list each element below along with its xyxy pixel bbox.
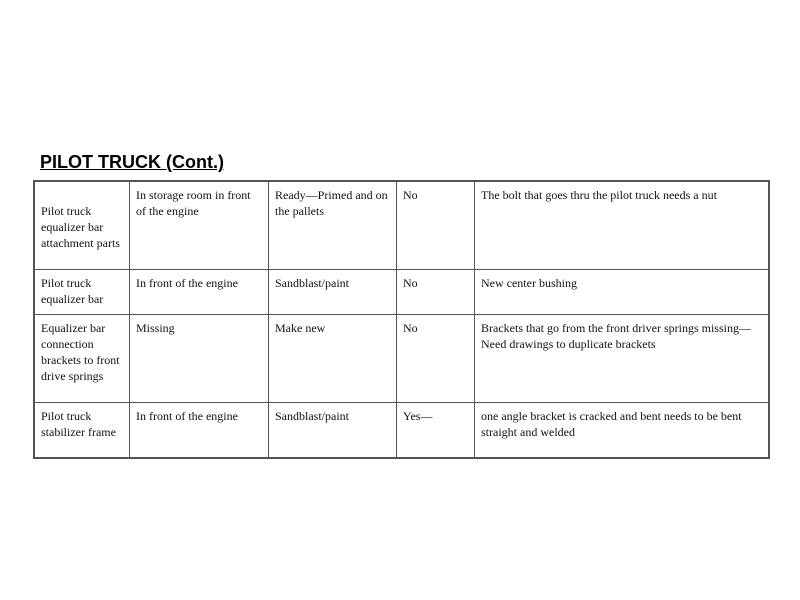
notes-cell: one angle bracket is cracked and bent needs to be bent straight and welded [475, 402, 770, 458]
part-cell: Equalizer bar connection brackets to front drive springs [34, 314, 130, 402]
notes-cell: New center bushing [475, 269, 770, 314]
part-cell: Pilot truck equalizer bar attachment parts [34, 181, 130, 269]
flag-cell: No [397, 314, 475, 402]
location-cell: In front of the engine [130, 402, 269, 458]
status-cell: Sandblast/paint [269, 269, 397, 314]
table-row [34, 402, 769, 458]
location-cell: In front of the engine [130, 269, 269, 314]
notes-cell: Brackets that go from the front driver springs missing—Need drawings to duplicate brackets [475, 314, 770, 402]
table-row [34, 269, 769, 314]
part-cell: Pilot truck equalizer bar [34, 269, 130, 314]
status-cell: Make new [269, 314, 397, 402]
flag-cell: No [397, 181, 475, 269]
status-cell: Sandblast/paint [269, 402, 397, 458]
table-row [34, 181, 769, 269]
parts-table [33, 180, 770, 459]
table-row [34, 314, 769, 402]
location-cell: Missing [130, 314, 269, 402]
part-cell: Pilot truck stabilizer frame [34, 402, 130, 458]
flag-cell: Yes— [397, 402, 475, 458]
page-title: PILOT TRUCK (Cont.) [40, 152, 224, 172]
notes-cell: The bolt that goes thru the pilot truck needs a nut [475, 181, 770, 269]
flag-cell: No [397, 269, 475, 314]
location-cell: In storage room in front of the engine [130, 181, 269, 269]
status-cell: Ready—Primed and on the pallets [269, 181, 397, 269]
